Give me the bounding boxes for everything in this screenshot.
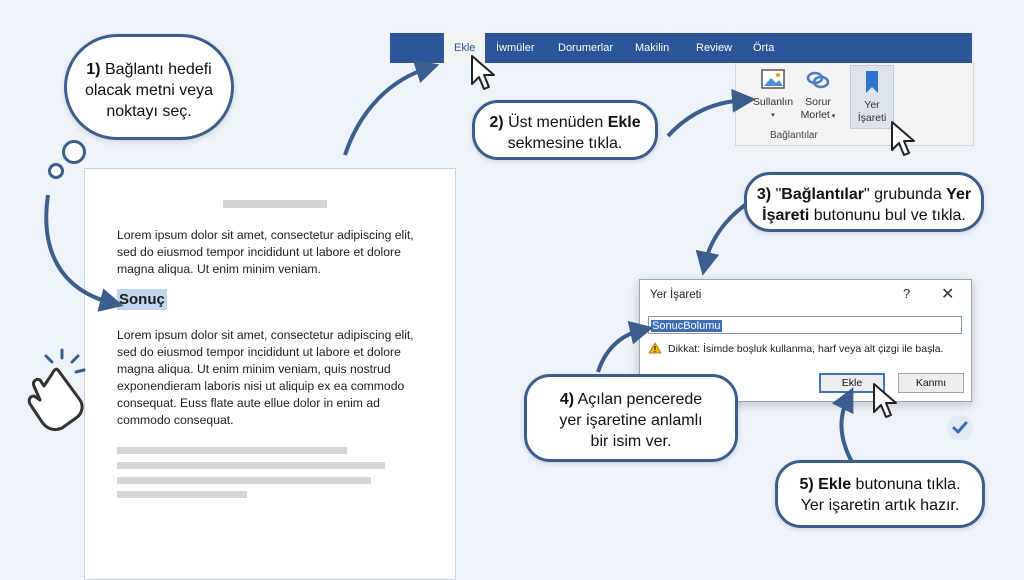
step5-bold: Ekle: [818, 476, 852, 493]
step1-line2: olacak metni veya: [84, 82, 214, 99]
cancel-button[interactable]: Kanmı: [898, 373, 964, 393]
step3-quote-open: ": [775, 186, 782, 203]
step3-bold1: Bağlantılar: [781, 186, 864, 203]
step5-line1: butonuna tıkla.: [855, 476, 961, 493]
callout-step5: [775, 460, 985, 528]
step2-text-b: sekmesine tıkla.: [507, 135, 623, 152]
step3-text-b: butonunu bul ve tıkla.: [813, 207, 966, 224]
tab-makilin[interactable]: Makilin: [635, 42, 670, 54]
document-title-placeholder: [223, 200, 327, 208]
callout-step1: [64, 34, 234, 140]
morlet-label: Morlet: [800, 109, 830, 121]
sorur-label: Sorur: [805, 96, 831, 108]
callout-step4: [524, 374, 738, 462]
ekle-button[interactable]: Ekle: [819, 373, 885, 393]
text-placeholder-line: [117, 462, 385, 469]
bookmark-name-value: SonucBolumu: [652, 320, 721, 332]
text-placeholder-line: [117, 477, 371, 484]
warning-text: Dikkat: İsimde boşluk kullanma, harf veya alt çizgi ile başla.: [668, 343, 944, 355]
arrow-step4: [598, 330, 642, 372]
chevron-down-icon: ▾: [771, 112, 775, 119]
step4-line1: Açılan pencerede: [577, 391, 703, 408]
tab-dorumerlar[interactable]: Dorumerlar: [558, 42, 614, 54]
mouse-cursor-icon: [872, 382, 898, 420]
callout-step3: [744, 172, 984, 232]
step3-bold3: İşareti: [762, 207, 810, 224]
checkmark-icon: [946, 414, 974, 442]
step5-line2: Yer işaretin artık hazır.: [800, 497, 960, 514]
step2-text-a: Üst menüden: [508, 114, 604, 131]
chevron-down-icon: ▾: [829, 113, 836, 120]
yer-isareti-button[interactable]: [850, 65, 894, 129]
step3-number: 3): [756, 186, 772, 203]
document-paragraph-1: Lorem ipsum dolor sit amet, consectetur adipiscing elit, sed do eiusmod tempor incididunt ut labore et dolore magna aliqua. Ut enim minim veniam.: [117, 228, 414, 276]
sorur-morlet-button[interactable]: [796, 68, 840, 123]
arrow-step5: [842, 398, 852, 462]
help-button[interactable]: ?: [903, 286, 911, 301]
image-icon: [760, 68, 786, 92]
text-placeholder-line: [117, 447, 347, 454]
link-icon: [805, 68, 831, 92]
yer-label: Yer: [864, 99, 880, 111]
tab-review[interactable]: Review: [696, 42, 733, 54]
arrow-step3: [705, 205, 745, 264]
step1-number: 1): [86, 61, 101, 78]
mouse-cursor-icon: [890, 120, 916, 158]
text-placeholder-line: [117, 491, 247, 498]
step4-number: 4): [559, 391, 575, 408]
ribbon-panel: [735, 63, 974, 146]
step5-number: 5): [799, 476, 814, 493]
callout-step2: [472, 100, 658, 160]
warning-message: [648, 342, 943, 355]
step4-line2: yer işaretine anlamlı: [559, 412, 703, 429]
arrow-step2: [668, 100, 744, 136]
arrow-to-ribbon: [345, 68, 428, 155]
cloud-bubble-dot-small: [48, 163, 64, 179]
hand-pointer-icon: [22, 348, 94, 432]
tab-ekle[interactable]: Ekle: [444, 33, 485, 63]
step3-bold2: Yer: [946, 186, 972, 203]
sullanlin-button[interactable]: [748, 68, 798, 122]
bookmark-icon: [862, 69, 882, 95]
isareti-label: İşareti: [857, 112, 887, 124]
step1-line3: noktayı seç.: [106, 103, 192, 120]
selected-heading[interactable]: Sonuç: [119, 291, 165, 308]
step1-line1: Bağlantı hedefi: [104, 61, 212, 78]
step3-quote-close: ": [863, 186, 870, 203]
ribbon-group-label: Bağlantılar: [770, 130, 818, 141]
close-icon[interactable]: ✕: [941, 286, 955, 303]
step2-number: 2): [489, 114, 504, 131]
bookmark-name-input[interactable]: [648, 316, 962, 334]
step3-text-a: grubunda: [874, 186, 942, 203]
step2-bold: Ekle: [607, 114, 641, 131]
document-paragraph-2: Lorem ipsum dolor sit amet, consectetur adipiscing elit, sed do eiusmod tempor incididunt ut labore et dolore magna aliqua. Ut enim minim veniam, quis nostrud exponendieram laboris nisi ut aliquip ex ea commodo consequat. Euss flate aute ellue dolor in enim ad commodo consequat.: [117, 328, 414, 427]
document-page: [84, 168, 456, 580]
step4-line3: bir isim ver.: [590, 433, 672, 450]
tab-orta[interactable]: Örta: [753, 42, 775, 54]
mouse-cursor-icon: [470, 54, 496, 92]
dialog-title: Yer İşareti: [650, 289, 702, 301]
sullanlin-label: Sullanlın: [752, 96, 794, 108]
tab-iwmuler[interactable]: İwmüler: [496, 42, 535, 54]
warning-icon: [648, 342, 662, 354]
cloud-bubble-dot: [62, 140, 86, 164]
